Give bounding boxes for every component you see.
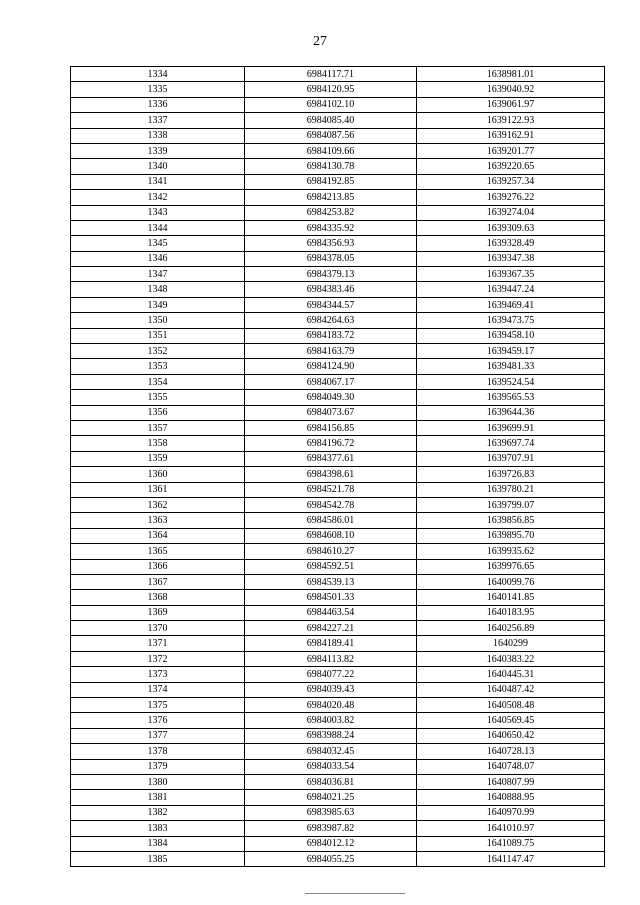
point-number-cell: 1371: [71, 636, 245, 651]
x-coordinate-cell: 6984189.41: [245, 636, 417, 651]
y-coordinate-cell: 1640183.95: [417, 605, 605, 620]
table-row: [71, 497, 605, 512]
table-row: [71, 390, 605, 405]
point-number-cell: 1354: [71, 374, 245, 389]
table-row: [71, 220, 605, 235]
x-coordinate-cell: 6984067.17: [245, 374, 417, 389]
x-coordinate-cell: 6984156.85: [245, 420, 417, 435]
y-coordinate-cell: 1639780.21: [417, 482, 605, 497]
table-row: [71, 374, 605, 389]
coordinates-table-container: [70, 66, 604, 867]
point-number-cell: 1341: [71, 174, 245, 189]
coordinates-table: [70, 66, 605, 867]
table-row: [71, 67, 605, 82]
x-coordinate-cell: 6984087.56: [245, 128, 417, 143]
x-coordinate-cell: 6984539.13: [245, 574, 417, 589]
x-coordinate-cell: 6984113.82: [245, 651, 417, 666]
y-coordinate-cell: 1640728.13: [417, 744, 605, 759]
y-coordinate-cell: 1639524.54: [417, 374, 605, 389]
point-number-cell: 1356: [71, 405, 245, 420]
y-coordinate-cell: 1640650.42: [417, 728, 605, 743]
table-row: [71, 759, 605, 774]
table-row: [71, 513, 605, 528]
x-coordinate-cell: 6984610.27: [245, 544, 417, 559]
y-coordinate-cell: 1640748.07: [417, 759, 605, 774]
x-coordinate-cell: 6984608.10: [245, 528, 417, 543]
point-number-cell: 1360: [71, 467, 245, 482]
y-coordinate-cell: 1639459.17: [417, 344, 605, 359]
table-row: [71, 143, 605, 158]
point-number-cell: 1378: [71, 744, 245, 759]
x-coordinate-cell: 6984592.51: [245, 559, 417, 574]
table-row: [71, 713, 605, 728]
y-coordinate-cell: 1640888.95: [417, 790, 605, 805]
point-number-cell: 1376: [71, 713, 245, 728]
y-coordinate-cell: 1640487.42: [417, 682, 605, 697]
y-coordinate-cell: 1639856.85: [417, 513, 605, 528]
y-coordinate-cell: 1639257.34: [417, 174, 605, 189]
point-number-cell: 1373: [71, 667, 245, 682]
point-number-cell: 1340: [71, 159, 245, 174]
point-number-cell: 1347: [71, 267, 245, 282]
y-coordinate-cell: 1640807.99: [417, 774, 605, 789]
table-row: [71, 805, 605, 820]
y-coordinate-cell: 1641089.75: [417, 836, 605, 851]
x-coordinate-cell: 6984196.72: [245, 436, 417, 451]
table-row: [71, 698, 605, 713]
point-number-cell: 1352: [71, 344, 245, 359]
table-row: [71, 174, 605, 189]
x-coordinate-cell: 6984377.61: [245, 451, 417, 466]
x-coordinate-cell: 6984356.93: [245, 236, 417, 251]
point-number-cell: 1351: [71, 328, 245, 343]
y-coordinate-cell: 1639644.36: [417, 405, 605, 420]
y-coordinate-cell: 1640508.48: [417, 698, 605, 713]
point-number-cell: 1337: [71, 113, 245, 128]
y-coordinate-cell: 1640141.85: [417, 590, 605, 605]
x-coordinate-cell: 6984020.48: [245, 698, 417, 713]
y-coordinate-cell: 1639469.41: [417, 297, 605, 312]
table-row: [71, 82, 605, 97]
x-coordinate-cell: 6984117.71: [245, 67, 417, 82]
x-coordinate-cell: 6984124.90: [245, 359, 417, 374]
table-row: [71, 159, 605, 174]
point-number-cell: 1381: [71, 790, 245, 805]
x-coordinate-cell: 6984077.22: [245, 667, 417, 682]
point-number-cell: 1372: [71, 651, 245, 666]
x-coordinate-cell: 6984130.78: [245, 159, 417, 174]
table-row: [71, 313, 605, 328]
x-coordinate-cell: 6984501.33: [245, 590, 417, 605]
y-coordinate-cell: 1639458.10: [417, 328, 605, 343]
x-coordinate-cell: 6984055.25: [245, 851, 417, 866]
point-number-cell: 1364: [71, 528, 245, 543]
page-number: 27: [313, 34, 327, 49]
y-coordinate-cell: 1638981.01: [417, 67, 605, 82]
table-row: [71, 667, 605, 682]
table-row: [71, 128, 605, 143]
table-row: [71, 344, 605, 359]
x-coordinate-cell: 6984109.66: [245, 143, 417, 158]
y-coordinate-cell: 1639220.65: [417, 159, 605, 174]
y-coordinate-cell: 1639565.53: [417, 390, 605, 405]
point-number-cell: 1366: [71, 559, 245, 574]
table-row: [71, 590, 605, 605]
y-coordinate-cell: 1640383.22: [417, 651, 605, 666]
point-number-cell: 1345: [71, 236, 245, 251]
x-coordinate-cell: 6984379.13: [245, 267, 417, 282]
table-row: [71, 851, 605, 866]
point-number-cell: 1359: [71, 451, 245, 466]
x-coordinate-cell: 6984398.61: [245, 467, 417, 482]
x-coordinate-cell: 6984163.79: [245, 344, 417, 359]
x-coordinate-cell: 6984012.12: [245, 836, 417, 851]
point-number-cell: 1343: [71, 205, 245, 220]
point-number-cell: 1350: [71, 313, 245, 328]
table-row: [71, 467, 605, 482]
point-number-cell: 1353: [71, 359, 245, 374]
x-coordinate-cell: 6984183.72: [245, 328, 417, 343]
y-coordinate-cell: 1641147.47: [417, 851, 605, 866]
point-number-cell: 1383: [71, 821, 245, 836]
y-coordinate-cell: 1640099.76: [417, 574, 605, 589]
point-number-cell: 1334: [71, 67, 245, 82]
table-row: [71, 744, 605, 759]
table-row: [71, 636, 605, 651]
point-number-cell: 1363: [71, 513, 245, 528]
table-row: [71, 482, 605, 497]
y-coordinate-cell: 1639799.07: [417, 497, 605, 512]
point-number-cell: 1380: [71, 774, 245, 789]
point-number-cell: 1375: [71, 698, 245, 713]
point-number-cell: 1346: [71, 251, 245, 266]
point-number-cell: 1342: [71, 190, 245, 205]
x-coordinate-cell: 6984542.78: [245, 497, 417, 512]
point-number-cell: 1357: [71, 420, 245, 435]
y-coordinate-cell: 1641010.97: [417, 821, 605, 836]
x-coordinate-cell: 6984383.46: [245, 282, 417, 297]
x-coordinate-cell: 6983988.24: [245, 728, 417, 743]
y-coordinate-cell: 1639473.75: [417, 313, 605, 328]
x-coordinate-cell: 6984253.82: [245, 205, 417, 220]
x-coordinate-cell: 6984033.54: [245, 759, 417, 774]
y-coordinate-cell: 1639162.91: [417, 128, 605, 143]
y-coordinate-cell: 1639276.22: [417, 190, 605, 205]
point-number-cell: 1370: [71, 621, 245, 636]
y-coordinate-cell: 1639447.24: [417, 282, 605, 297]
x-coordinate-cell: 6984227.21: [245, 621, 417, 636]
table-row: [71, 559, 605, 574]
table-row: [71, 236, 605, 251]
x-coordinate-cell: 6984264.63: [245, 313, 417, 328]
y-coordinate-cell: 1640569.45: [417, 713, 605, 728]
table-row: [71, 790, 605, 805]
x-coordinate-cell: 6984036.81: [245, 774, 417, 789]
table-row: [71, 113, 605, 128]
x-coordinate-cell: 6984463.54: [245, 605, 417, 620]
point-number-cell: 1355: [71, 390, 245, 405]
table-row: [71, 420, 605, 435]
y-coordinate-cell: 1639697.74: [417, 436, 605, 451]
point-number-cell: 1382: [71, 805, 245, 820]
x-coordinate-cell: 6984120.95: [245, 82, 417, 97]
x-coordinate-cell: 6984021.25: [245, 790, 417, 805]
point-number-cell: 1369: [71, 605, 245, 620]
point-number-cell: 1336: [71, 97, 245, 112]
y-coordinate-cell: 1639367.35: [417, 267, 605, 282]
y-coordinate-cell: 1639040.92: [417, 82, 605, 97]
y-coordinate-cell: 1640445.31: [417, 667, 605, 682]
table-row: [71, 728, 605, 743]
y-coordinate-cell: 1639061.97: [417, 97, 605, 112]
table-row: [71, 682, 605, 697]
point-number-cell: 1349: [71, 297, 245, 312]
table-row: [71, 451, 605, 466]
table-row: [71, 97, 605, 112]
table-row: [71, 190, 605, 205]
y-coordinate-cell: 1639707.91: [417, 451, 605, 466]
point-number-cell: 1365: [71, 544, 245, 559]
point-number-cell: 1379: [71, 759, 245, 774]
y-coordinate-cell: 1639976.65: [417, 559, 605, 574]
table-row: [71, 836, 605, 851]
table-row: [71, 405, 605, 420]
point-number-cell: 1385: [71, 851, 245, 866]
point-number-cell: 1377: [71, 728, 245, 743]
point-number-cell: 1348: [71, 282, 245, 297]
y-coordinate-cell: 1639347.38: [417, 251, 605, 266]
y-coordinate-cell: 1640299: [417, 636, 605, 651]
table-row: [71, 574, 605, 589]
y-coordinate-cell: 1640256.89: [417, 621, 605, 636]
table-row: [71, 359, 605, 374]
point-number-cell: 1339: [71, 143, 245, 158]
x-coordinate-cell: 6984003.82: [245, 713, 417, 728]
table-row: [71, 528, 605, 543]
table-row: [71, 436, 605, 451]
table-row: [71, 267, 605, 282]
table-row: [71, 251, 605, 266]
point-number-cell: 1367: [71, 574, 245, 589]
x-coordinate-cell: 6984521.78: [245, 482, 417, 497]
table-row: [71, 774, 605, 789]
table-row: [71, 621, 605, 636]
table-row: [71, 297, 605, 312]
table-row: [71, 328, 605, 343]
x-coordinate-cell: 6984049.30: [245, 390, 417, 405]
x-coordinate-cell: 6984032.45: [245, 744, 417, 759]
x-coordinate-cell: 6984586.01: [245, 513, 417, 528]
point-number-cell: 1335: [71, 82, 245, 97]
y-coordinate-cell: 1639122.93: [417, 113, 605, 128]
coordinates-table-body: [71, 67, 605, 867]
y-coordinate-cell: 1639726.83: [417, 467, 605, 482]
table-row: [71, 651, 605, 666]
x-coordinate-cell: 6984213.85: [245, 190, 417, 205]
point-number-cell: 1361: [71, 482, 245, 497]
x-coordinate-cell: 6984378.05: [245, 251, 417, 266]
table-row: [71, 282, 605, 297]
x-coordinate-cell: 6983985.63: [245, 805, 417, 820]
y-coordinate-cell: 1639481.33: [417, 359, 605, 374]
point-number-cell: 1338: [71, 128, 245, 143]
table-row: [71, 544, 605, 559]
footer-divider: [305, 893, 405, 894]
point-number-cell: 1344: [71, 220, 245, 235]
point-number-cell: 1358: [71, 436, 245, 451]
x-coordinate-cell: 6984192.85: [245, 174, 417, 189]
table-row: [71, 205, 605, 220]
point-number-cell: 1374: [71, 682, 245, 697]
y-coordinate-cell: 1639895.70: [417, 528, 605, 543]
x-coordinate-cell: 6984039.43: [245, 682, 417, 697]
y-coordinate-cell: 1639274.04: [417, 205, 605, 220]
x-coordinate-cell: 6983987.82: [245, 821, 417, 836]
x-coordinate-cell: 6984073.67: [245, 405, 417, 420]
y-coordinate-cell: 1640970.99: [417, 805, 605, 820]
point-number-cell: 1368: [71, 590, 245, 605]
y-coordinate-cell: 1639201.77: [417, 143, 605, 158]
point-number-cell: 1384: [71, 836, 245, 851]
table-row: [71, 605, 605, 620]
y-coordinate-cell: 1639309.63: [417, 220, 605, 235]
x-coordinate-cell: 6984085.40: [245, 113, 417, 128]
x-coordinate-cell: 6984102.10: [245, 97, 417, 112]
table-row: [71, 821, 605, 836]
x-coordinate-cell: 6984344.57: [245, 297, 417, 312]
x-coordinate-cell: 6984335.92: [245, 220, 417, 235]
y-coordinate-cell: 1639935.62: [417, 544, 605, 559]
y-coordinate-cell: 1639328.49: [417, 236, 605, 251]
point-number-cell: 1362: [71, 497, 245, 512]
y-coordinate-cell: 1639699.91: [417, 420, 605, 435]
